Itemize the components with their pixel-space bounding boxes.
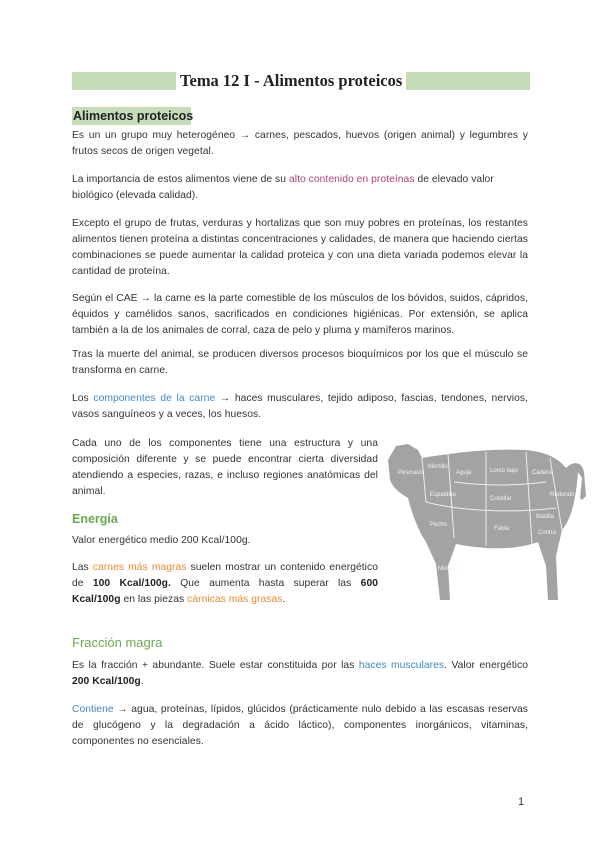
cut-label: Contra [538, 530, 557, 536]
page-number: 1 [518, 796, 525, 808]
highlight-carnes-magras: carnes más magras [92, 562, 187, 573]
cow-silhouette [388, 444, 586, 600]
cow-cuts-illustration [386, 438, 600, 604]
title-highlight-right [406, 72, 530, 90]
section-heading-fraccion: Fracción magra [72, 635, 163, 650]
page-title: Tema 12 I - Alimentos proteicos [180, 71, 403, 90]
paragraph-contiene: Contiene → agua, proteínas, lípidos, glúcidos (prácticamente nulo debido a las escasas reservas de glucógeno y la degradación a ácido láctico), componentes inorgánicos, vitaminas, componentes no esenciales. [72, 704, 528, 747]
paragraph-energia-medio: Valor energético medio 200 Kcal/100g. [72, 535, 251, 546]
paragraph-energia-magras: Las carnes más magras suelen mostrar un contenido energético de 100 Kcal/100g. Que aumenta hasta superar las 600 Kcal/100g en las piezas cárnicas más grasas. [72, 562, 379, 605]
cut-label: Aguja [456, 470, 472, 476]
title-bar [72, 71, 530, 91]
paragraph-estructura: Cada uno de los componentes tiene una estructura y una composición diferente y se puede encontrar cierta diversidad atendiendo a especies, razas, e incluso regiones anatómicas del animal. [72, 438, 378, 497]
cut-label: Morcillo [438, 566, 459, 572]
paragraph-componentes: Los componentes de la carne → haces musculares, tejido adiposo, fascias, tendones, nervios, vasos sanguíneos y a veces, los huesos. [72, 393, 528, 420]
cut-label: Lomo bajo [490, 468, 519, 474]
paragraph-intro: Es un un grupo muy heterogéneo → carnes, pescados, huevos (origen animal) y legumbres y frutos secos de origen vegetal. [72, 130, 528, 157]
cut-label: Pescuezo [398, 470, 425, 476]
cut-label: Espaldilla [430, 492, 456, 498]
title-highlight-left [72, 72, 176, 90]
paragraph-fraccion: Es la fracción + abundante. Suele estar constituida por las haces musculares. Valor energético 200 Kcal/100g. [72, 660, 528, 687]
cut-label: Morrillo [428, 464, 448, 470]
highlight-carnicas-grasas: cárnicas más grasas [187, 594, 283, 605]
cut-label: Cadera [532, 470, 552, 476]
paragraph-cae: Según el CAE → la carne es la parte comestible de los músculos de los bóvidos, suidos, cápridos, équidos y camélidos sanos, sacrificados en condiciones higiénicas. Por extensión, se aplica también a la de los animales de corral, caza de pelo y pluma y mamíferos marinos. [72, 293, 528, 336]
cut-label: Costillar [490, 496, 512, 502]
highlight-haces: haces musculares [358, 660, 445, 671]
paragraph-excepto: Excepto el grupo de frutas, verduras y hortalizas que son muy pobres en proteínas, los restantes alimentos tienen proteína a distintas concentraciones y calidades, de manera que haciendo ciertas combinaciones se puede aumentar la calidad proteica y con una dieta variada podemos elevar la cantidad de proteína. [72, 218, 528, 277]
cut-label: Falda [494, 526, 510, 532]
paragraph-importancia: La importancia de estos alimentos viene de su alto contenido en proteínas de elevado valor biológico (elevada calidad). [72, 174, 494, 201]
cut-label: Babilla [536, 514, 555, 520]
highlight-alto-contenido: alto contenido en proteínas [288, 174, 415, 185]
section-heading-alimentos: Alimentos proteicos [73, 109, 194, 123]
cut-label: Redondo [550, 492, 575, 498]
paragraph-muerte: Tras la muerte del animal, se producen diversos procesos bioquímicos por los que el músculo se transforma en carne. [72, 349, 528, 376]
cut-label: Pecho [430, 522, 448, 528]
highlight-componentes: componentes de la carne [93, 393, 216, 404]
highlight-contiene: Contiene [72, 704, 114, 715]
section-heading-energia: Energía [72, 512, 118, 526]
